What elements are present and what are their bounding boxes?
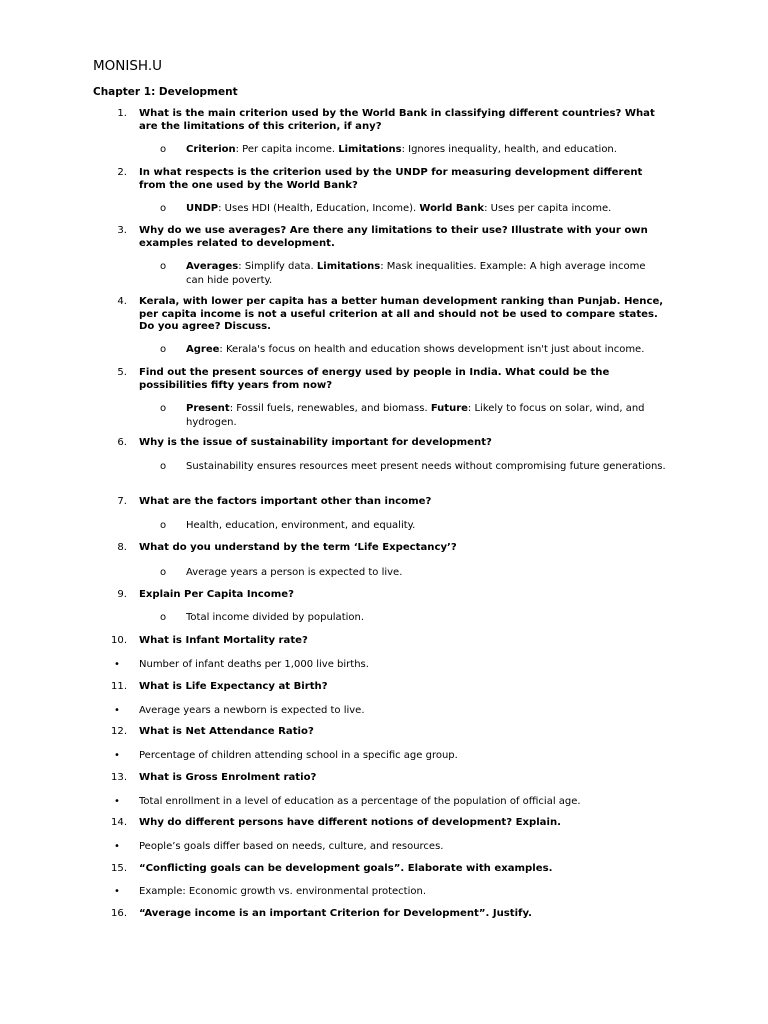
question-number: 8. [117,542,127,553]
bullet-dot: • [114,886,120,897]
question-text: In what respects is the criterion used by the UNDP for measuring development different from the one used by the World Bank? [139,167,643,191]
answer-text [186,202,666,216]
answer-text [186,519,666,533]
answer-bullet-o: o [160,144,167,155]
answer-run: : Ignores inequality, health, and education. [401,144,617,155]
question-number: 3. [117,225,127,236]
question-number: 13. [111,772,128,783]
question-number: 6. [117,437,127,448]
answer-text [186,143,666,157]
question-number: 7. [117,496,127,507]
question-text: What is Life Expectancy at Birth? [139,681,328,692]
answer-term: Agree [186,344,220,355]
answer-text [139,885,669,898]
question-text: What is Net Attendance Ratio? [139,726,314,737]
answer-run: Health, education, environment, and equality. [186,520,416,531]
answer-text [186,402,666,430]
answer-term: World Bank [419,203,485,214]
answer-bullet-o: o [160,344,167,355]
answer-run: Total income divided by population. [186,612,365,623]
answer-term: Criterion [186,144,236,155]
answer-term: Present [186,403,230,414]
question-text: What do you understand by the term ‘Life Expectancy’? [139,542,457,553]
answer-run: Average years a person is expected to live. [186,567,403,578]
answer-bullet-o: o [160,612,167,623]
question-number: 1. [117,108,127,119]
answer-term: Limitations [338,144,402,155]
answer-text [139,704,669,717]
question-text: Kerala, with lower per capita has a better human development ranking than Punjab. Hence, per capita income is not a useful criterion at all and should not be used to compare states. Do you agree? Discuss. [139,296,664,332]
answer-run: Average years a newborn is expected to live. [139,705,365,716]
bullet-dot: • [114,705,120,716]
bullet-dot: • [114,750,120,761]
question-number: 12. [111,726,128,737]
question-text: Why do we use averages? Are there any limitations to their use? Illustrate with your own examples related to development. [139,225,648,249]
answer-run: : Uses per capita income. [484,203,612,214]
question-number: 4. [117,296,127,307]
answer-text [186,460,666,474]
question-text: Find out the present sources of energy used by people in India. What could be the possibilities fifty years from now? [139,367,610,391]
question-text: What is the main criterion used by the World Bank in classifying different countries? What are the limitations of this criterion, if any? [139,108,655,132]
question-text: Why do different persons have different notions of development? Explain. [139,817,561,828]
answer-text [186,343,666,357]
question-number: 15. [111,863,128,874]
answer-run: : Likely to focus on solar, wind, and hydrogen. [186,403,645,428]
bullet-dot: • [114,796,120,807]
answer-text [139,749,669,762]
question-number: 2. [117,167,127,178]
question-text: “Average income is an important Criterion for Development”. Justify. [139,908,532,919]
answer-run: : Mask inequalities. Example: A high average income can hide poverty. [186,261,646,286]
answer-run: Number of infant deaths per 1,000 live births. [139,659,369,670]
question-text: What are the factors important other than income? [139,496,432,507]
answer-run: : Kerala's focus on health and education shows development isn't just about income. [219,344,645,355]
answer-bullet-o: o [160,403,167,414]
question-text: Why is the issue of sustainability important for development? [139,437,492,448]
answer-bullet-o: o [160,520,167,531]
answer-run: Percentage of children attending school in a specific age group. [139,750,458,761]
answer-term: UNDP [186,203,219,214]
author-name: MONISH.U [93,58,163,74]
question-text: “Conflicting goals can be development goals”. Elaborate with examples. [139,863,553,874]
answer-run: : Uses HDI (Health, Education, Income). [218,203,420,214]
answer-text [139,658,669,671]
question-number: 5. [117,367,127,378]
answer-bullet-o: o [160,567,167,578]
answer-run: Sustainability ensures resources meet present needs without compromising future generations. [186,461,666,472]
answer-text [139,840,669,853]
answer-run: People’s goals differ based on needs, culture, and resources. [139,841,444,852]
question-number: 10. [111,635,128,646]
answer-text [139,795,669,808]
question-text: What is Infant Mortality rate? [139,635,308,646]
bullet-dot: • [114,659,120,670]
answer-bullet-o: o [160,461,167,472]
answer-bullet-o: o [160,261,167,272]
answer-term: Averages [186,261,239,272]
answer-text [186,611,666,625]
answer-run: : Per capita income. [235,144,339,155]
question-text: Explain Per Capita Income? [139,589,294,600]
answer-bullet-o: o [160,203,167,214]
answer-text [186,566,666,580]
answer-text [186,260,666,288]
answer-run: Example: Economic growth vs. environmental protection. [139,886,427,897]
question-number: 11. [111,681,128,692]
question-number: 9. [117,589,127,600]
question-number: 16. [111,908,128,919]
answer-term: Future [430,403,468,414]
chapter-heading: Chapter 1: Development [93,86,238,98]
answer-term: Limitations [316,261,381,272]
answer-run: : Fossil fuels, renewables, and biomass. [229,403,431,414]
question-text: What is Gross Enrolment ratio? [139,772,317,783]
answer-run: : Simplify data. [238,261,317,272]
bullet-dot: • [114,841,120,852]
question-number: 14. [111,817,128,828]
answer-run: Total enrollment in a level of education as a percentage of the population of official age. [139,796,581,807]
